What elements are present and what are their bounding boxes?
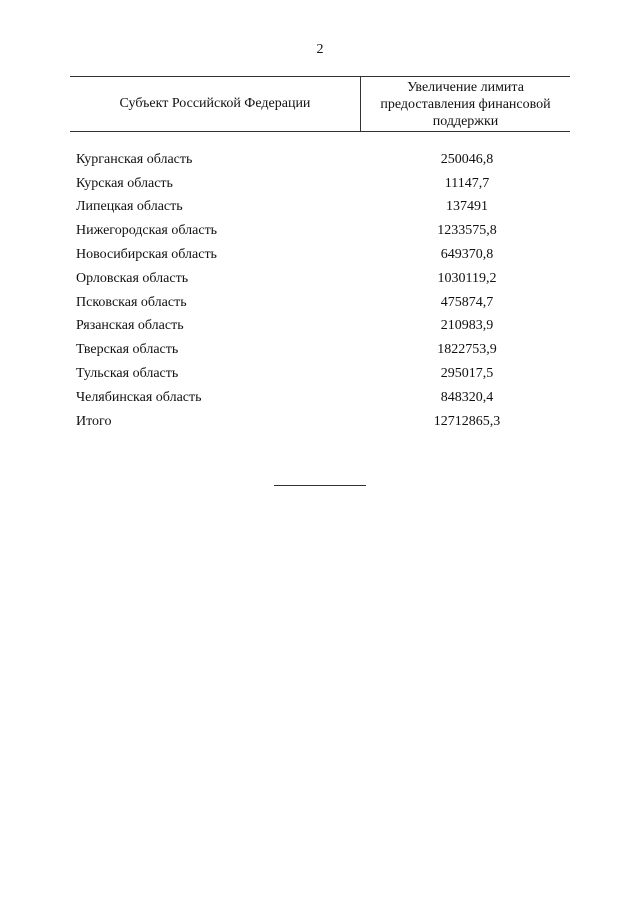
header-subject: Субъект Российской Федерации — [70, 77, 361, 131]
row-subject: Курганская область — [76, 151, 193, 167]
table-row — [70, 267, 570, 291]
row-value: 475874,7 — [440, 294, 494, 310]
row-subject: Тверская область — [76, 342, 179, 358]
row-subject: Орловская область — [76, 270, 189, 286]
table-row — [70, 315, 570, 339]
financial-support-table — [70, 76, 570, 434]
table-row — [70, 196, 570, 220]
row-subject: Итого — [76, 413, 112, 429]
row-value: 295017,5 — [440, 366, 494, 382]
row-subject: Тульская область — [76, 366, 179, 382]
row-subject: Новосибирская область — [76, 247, 217, 263]
row-value: 1233575,8 — [437, 223, 497, 239]
row-value: 848320,4 — [440, 389, 494, 405]
row-subject: Курская область — [76, 175, 173, 191]
row-value: 1822753,9 — [437, 342, 497, 358]
row-value: 210983,9 — [440, 318, 494, 334]
table-row — [70, 291, 570, 315]
page-number: 2 — [316, 42, 324, 57]
row-value: 12712865,3 — [433, 413, 501, 429]
row-value: 11147,7 — [444, 175, 490, 191]
row-subject: Нижегородская область — [76, 223, 218, 239]
row-subject: Рязанская область — [76, 318, 184, 334]
table-row — [70, 362, 570, 386]
row-subject: Липецкая область — [76, 199, 183, 215]
table-row — [70, 386, 570, 410]
row-subject: Челябинская область — [76, 389, 202, 405]
row-value: 649370,8 — [440, 247, 494, 263]
end-divider — [274, 485, 366, 486]
total-row — [70, 410, 570, 434]
table-row — [70, 338, 570, 362]
header-value: Увеличение лимита предоставления финансовой поддержки — [380, 79, 551, 129]
table-row — [70, 243, 570, 267]
table-row — [70, 219, 570, 243]
table-header — [70, 76, 570, 132]
table-row — [70, 148, 570, 172]
row-subject: Псковская область — [76, 294, 187, 310]
row-value: 250046,8 — [440, 151, 494, 167]
row-value: 137491 — [446, 199, 488, 215]
row-value: 1030119,2 — [437, 270, 497, 286]
table-body — [70, 148, 570, 434]
table-row — [70, 172, 570, 196]
